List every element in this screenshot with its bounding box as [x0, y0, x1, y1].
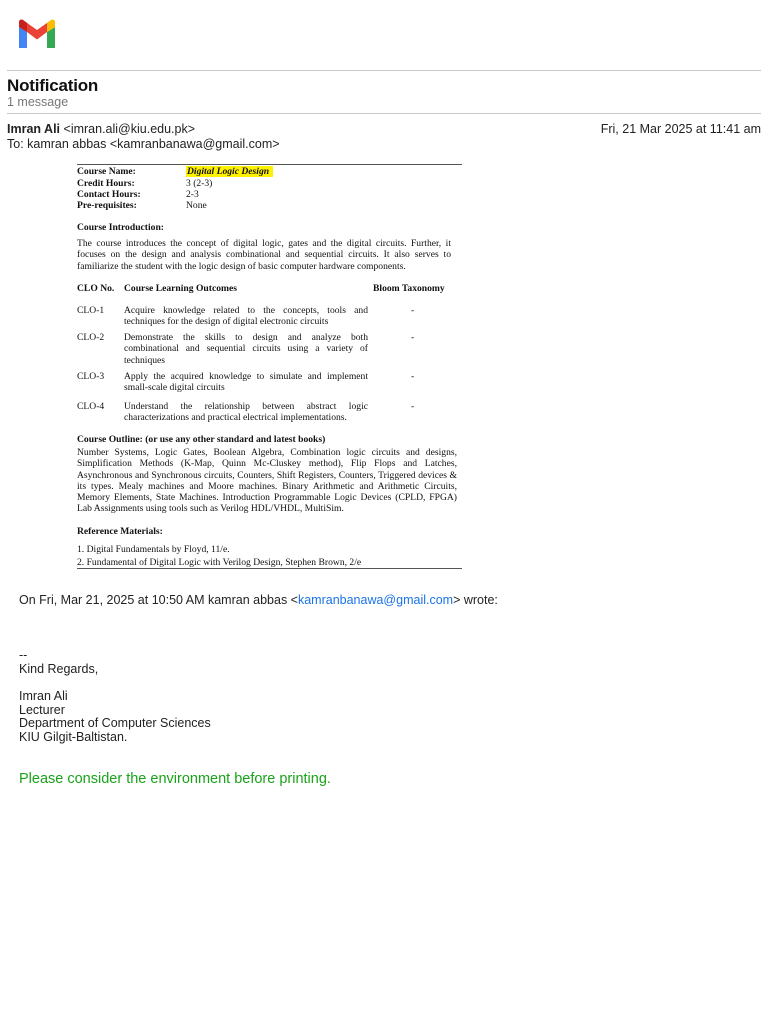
clo-text: Acquire knowledge related to the concepts, tools and techniques for the design of digital electronic circuits — [124, 305, 368, 328]
clo-id: CLO-4 — [77, 401, 105, 412]
intro-text: The course introduces the concept of digital logic, gates and the digital circuits. Further, it focuses on the design and analysis combinational and sequential circuits. It also serves to familiarize the student with the logic design of basic computer hardware components. — [77, 238, 451, 272]
references-list — [77, 544, 361, 569]
quote-prefix: On Fri, Mar 21, 2025 at 10:50 AM kamran abbas < — [19, 593, 298, 607]
reference-item: 1. Digital Fundamentals by Floyd, 11/e. — [77, 544, 230, 555]
clo-text: Demonstrate the skills to design and analyze both combinational and sequential circuits using a variety of techniques — [124, 332, 368, 366]
message-count: 1 message — [7, 95, 69, 109]
sender-name[interactable]: Imran Ali — [7, 122, 61, 136]
clo-header-outcomes: Course Learning Outcomes — [124, 283, 237, 294]
signature-department: Department of Computer Sciences — [19, 716, 211, 730]
clo-text: Understand the relationship between abstract logic characterizations and practical electrical implementations. — [124, 401, 368, 424]
signature-institution: KIU Gilgit-Baltistan. — [19, 730, 128, 744]
clo-bloom: - — [411, 401, 415, 412]
clo-bloom: - — [411, 371, 415, 382]
credit-hours-value: 3 (2-3) — [186, 178, 213, 189]
intro-heading: Course Introduction: — [77, 222, 164, 233]
outline-heading: Course Outline: (or use any other standard and latest books) — [77, 434, 326, 445]
clo-header-bloom: Bloom Taxonomy — [373, 283, 445, 294]
quote-suffix: > wrote: — [453, 593, 498, 607]
header-divider — [7, 70, 761, 71]
contact-hours-value: 2-3 — [186, 189, 199, 200]
signature-separator: -- — [19, 648, 28, 662]
course-document-image — [77, 164, 461, 569]
course-name-label: Course Name: — [77, 166, 136, 177]
recipient-line: To: kamran abbas <kamranbanawa@gmail.com> — [7, 137, 280, 151]
clo-bloom: - — [411, 305, 415, 316]
document-bottom-rule — [77, 568, 462, 569]
reference-item: 2. Fundamental of Digital Logic with Verilog Design, Stephen Brown, 2/e — [77, 556, 362, 568]
print-environment-note: Please consider the environment before printing. — [19, 771, 331, 787]
signature-title: Lecturer — [19, 703, 65, 717]
message-date: Fri, 21 Mar 2025 at 11:41 am — [600, 122, 761, 136]
prerequisites-value: None — [186, 200, 207, 211]
clo-id: CLO-2 — [77, 332, 105, 343]
clo-bloom: - — [411, 332, 415, 343]
prerequisites-label: Pre-requisites: — [77, 200, 137, 211]
quoted-reply-header — [19, 593, 498, 607]
clo-id: CLO-1 — [77, 305, 105, 316]
quote-email-link[interactable]: kamranbanawa@gmail.com — [297, 593, 454, 607]
clo-id: CLO-3 — [77, 371, 105, 382]
gmail-logo-icon — [16, 18, 58, 50]
subject-divider — [7, 113, 761, 114]
sender-line — [7, 122, 195, 136]
document-top-rule — [77, 164, 462, 165]
contact-hours-label: Contact Hours: — [77, 189, 141, 200]
signature-regards: Kind Regards, — [19, 662, 99, 676]
signature-name: Imran Ali — [19, 689, 68, 703]
course-name-value: Digital Logic Design — [186, 166, 273, 177]
outline-text: Number Systems, Logic Gates, Boolean Algebra, Combination logic circuits and designs, Simplification Methods (K-Map, Quinn Mc-Cluskey method), Flip Flops and Latches, Asynchronous and Synchronous circuits, Counters, Shift Registers, Counters, Triggered devices & its types. Mealy machines and Moore machines. Binary Arithmetic and Arithmetic Circuits, Memory Elements, State Machines. Introduction Programmable Logic Devices (CPLD, FPGA) Lab Assignments using tools such as Verilog HDL/VHDL, MultiSim. — [77, 447, 457, 515]
references-heading: Reference Materials: — [77, 526, 163, 537]
email-subject: Notification — [7, 76, 99, 95]
clo-text: Apply the acquired knowledge to simulate and implement small-scale digital circuits — [124, 371, 368, 394]
sender-email[interactable]: <imran.ali@kiu.edu.pk> — [63, 122, 196, 136]
credit-hours-label: Credit Hours: — [77, 178, 135, 189]
clo-header-no: CLO No. — [77, 283, 115, 294]
